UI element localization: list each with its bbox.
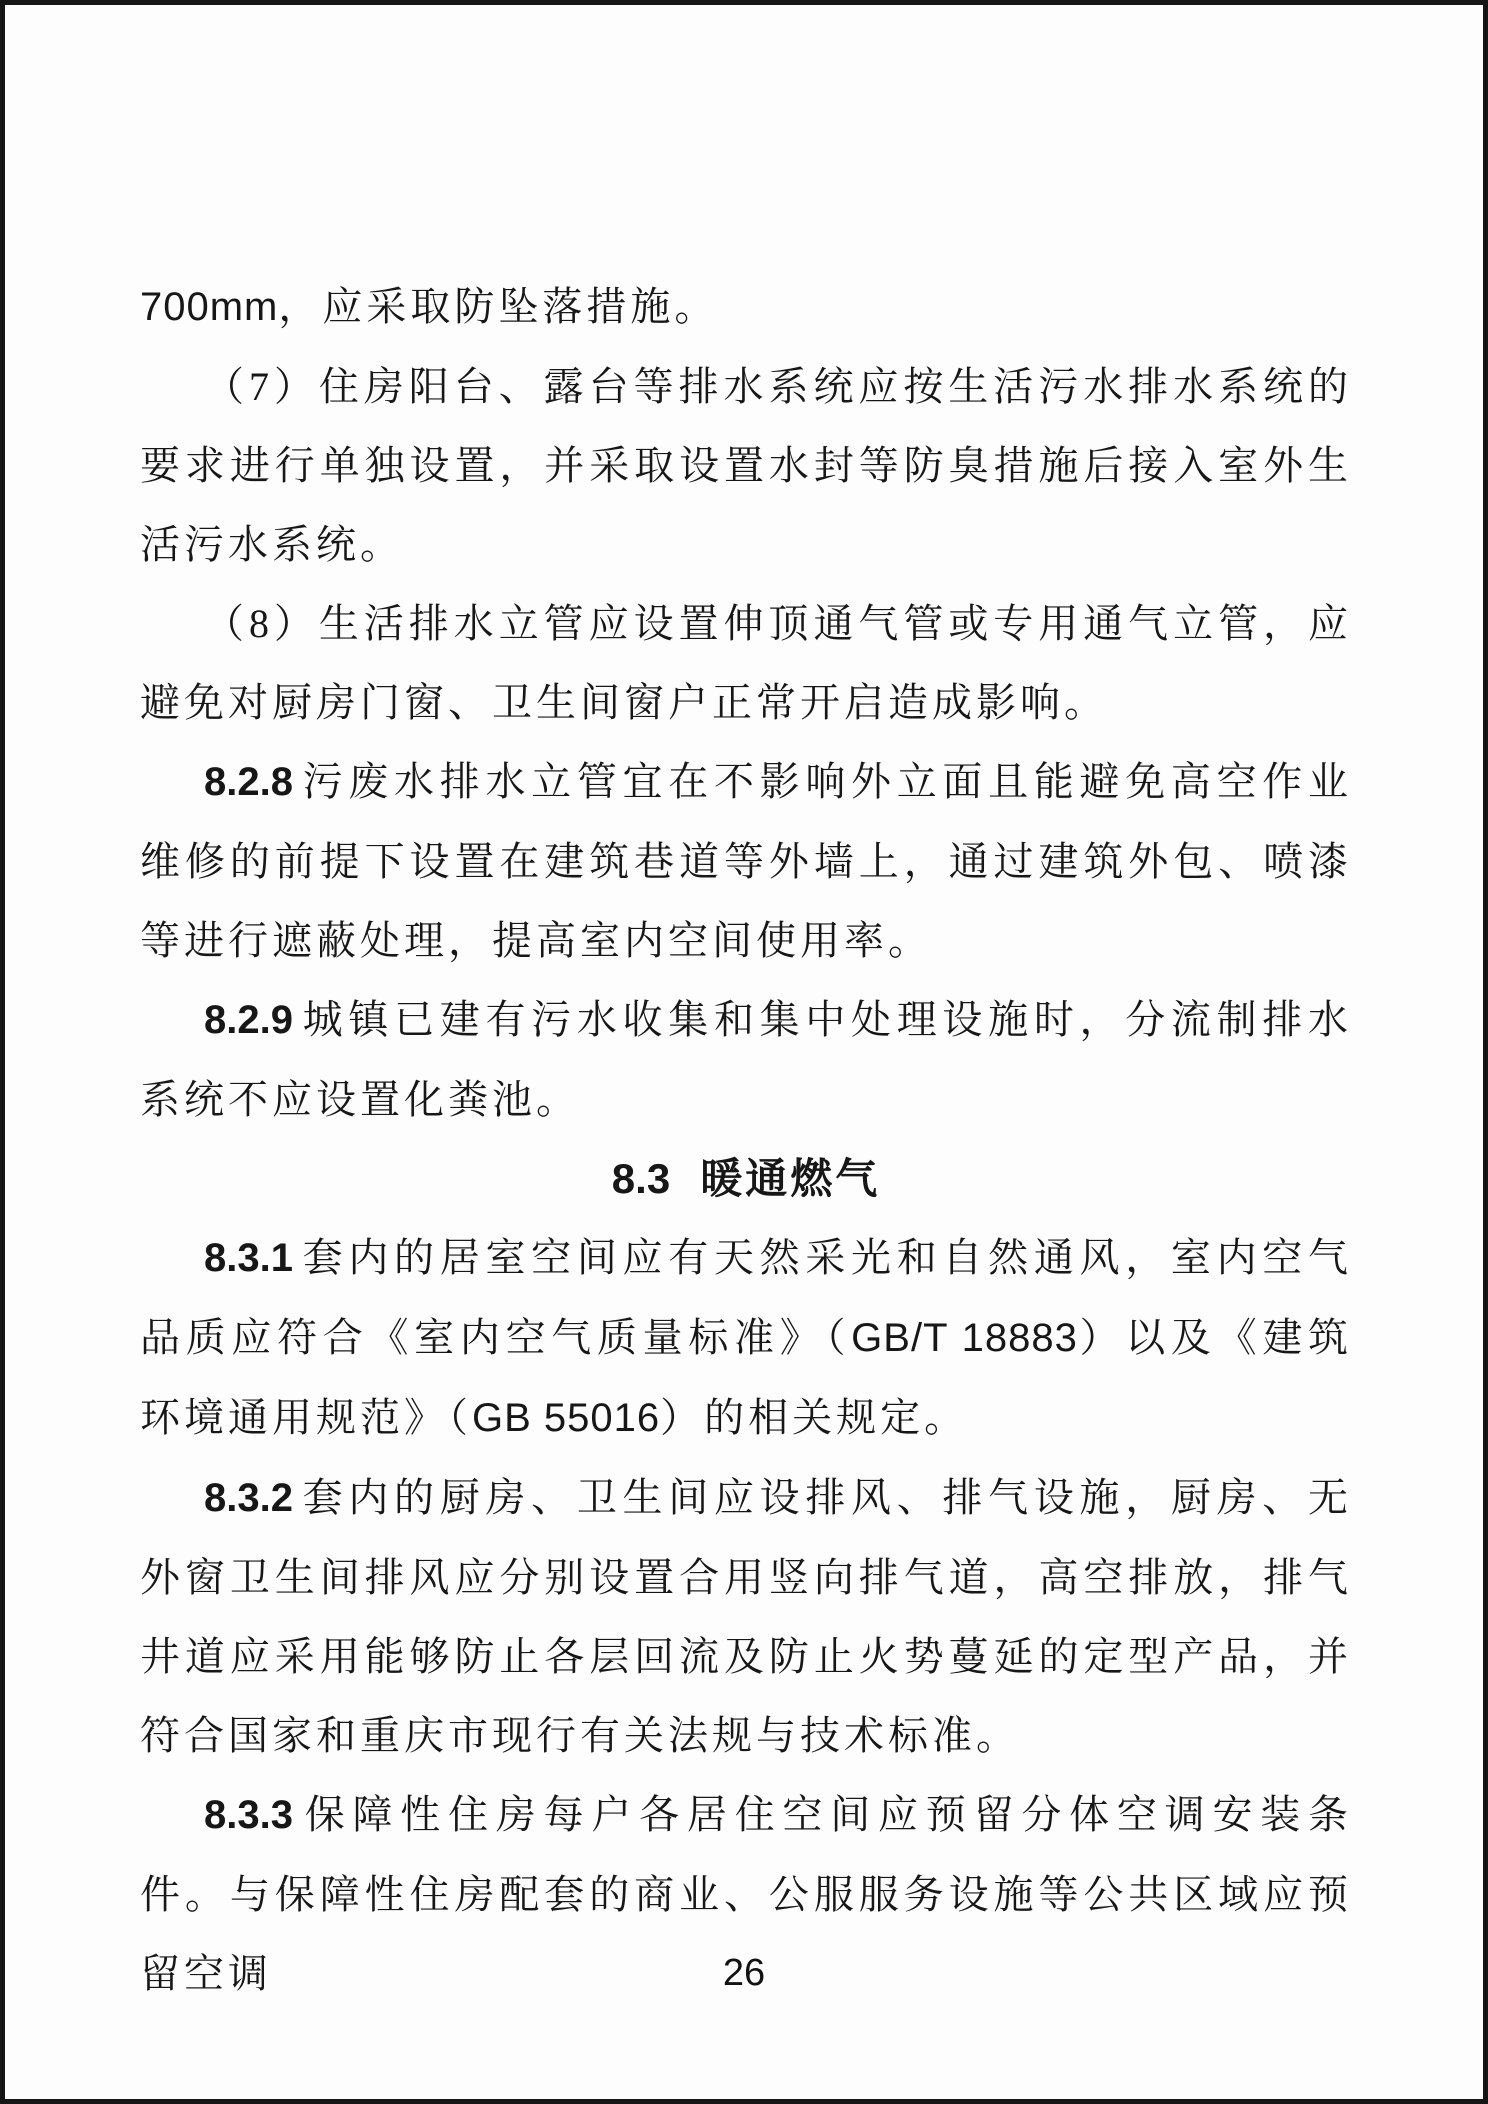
paragraph-item-7 — [140, 347, 1352, 584]
section-heading-8-3 — [140, 1139, 1352, 1218]
paragraph-text: ，应采取防坠落措施。 — [278, 284, 719, 329]
paragraph-text: ）的相关规定。 — [660, 1395, 969, 1440]
clause-number: 8.2.8 — [204, 760, 293, 804]
clause-number: 8.2.9 — [204, 998, 293, 1042]
paragraph-text: 污废水排水立管宜在不影响外立面且能避免高空作业维修的前提下设置在建筑巷道等外墙上，通过建筑外包、喷漆等进行遮蔽处理，提高室内空间使用率。 — [140, 759, 1352, 963]
paragraph-text: 城镇已建有污水收集和集中处理设施时，分流制排水系统不应设置化粪池。 — [140, 997, 1352, 1122]
standard-code-gb-55016: GB 55016 — [472, 1396, 661, 1440]
page-number: 26 — [722, 1952, 766, 1994]
paragraph-text: （7）住房阳台、露台等排水系统应按生活污水排水系统的要求进行单独设置，并采取设置水封等防臭措施后接入室外生活污水系统。 — [140, 364, 1352, 567]
paragraph-clause-8-2-8 — [140, 742, 1352, 980]
paragraph-text: （8）生活排水立管应设置伸顶通气管或专用通气立管，应避免对厨房门窗、卫生间窗户正常开启造成影响。 — [140, 601, 1352, 725]
paragraph-clause-8-3-2 — [140, 1458, 1352, 1775]
section-title: 暖通燃气 — [700, 1155, 881, 1202]
paragraph-text: 保障性住房每户各居住空间应预留分体空调安装条件。与保障性住房配套的商业、公服服务设施等公共区域应预留空调 — [140, 1792, 1352, 1996]
paragraph-text: ）以及《建筑环境通用规范》（ — [140, 1315, 1353, 1440]
paragraph-item-8 — [140, 584, 1352, 742]
page-content — [5, 5, 1483, 2013]
paragraph-clause-8-3-1 — [140, 1218, 1352, 1458]
standard-code-gbt-18883: GB/T 18883 — [851, 1316, 1078, 1360]
measurement-text: 700mm — [140, 285, 279, 329]
paragraph-continuation — [140, 267, 1352, 347]
clause-number: 8.3.2 — [204, 1476, 293, 1520]
paragraph-text: 套内的居室空间应有天然采光和自然通风，室内空气品质应符合《室内空气质量标准》（ — [140, 1235, 1352, 1360]
clause-number: 8.3.1 — [204, 1236, 293, 1280]
paragraph-text: 套内的厨房、卫生间应设排风、排气设施，厨房、无外窗卫生间排风应分别设置合用竖向排气道，高空排放，排气井道应采用能够防止各层回流及防止火势蔓延的定型产品，并符合国家和重庆市现行有关法规与技术标准。 — [140, 1475, 1352, 1758]
clause-number: 8.3.3 — [204, 1793, 293, 1837]
paragraph-clause-8-2-9 — [140, 980, 1352, 1139]
section-number: 8.3 — [611, 1155, 671, 1202]
